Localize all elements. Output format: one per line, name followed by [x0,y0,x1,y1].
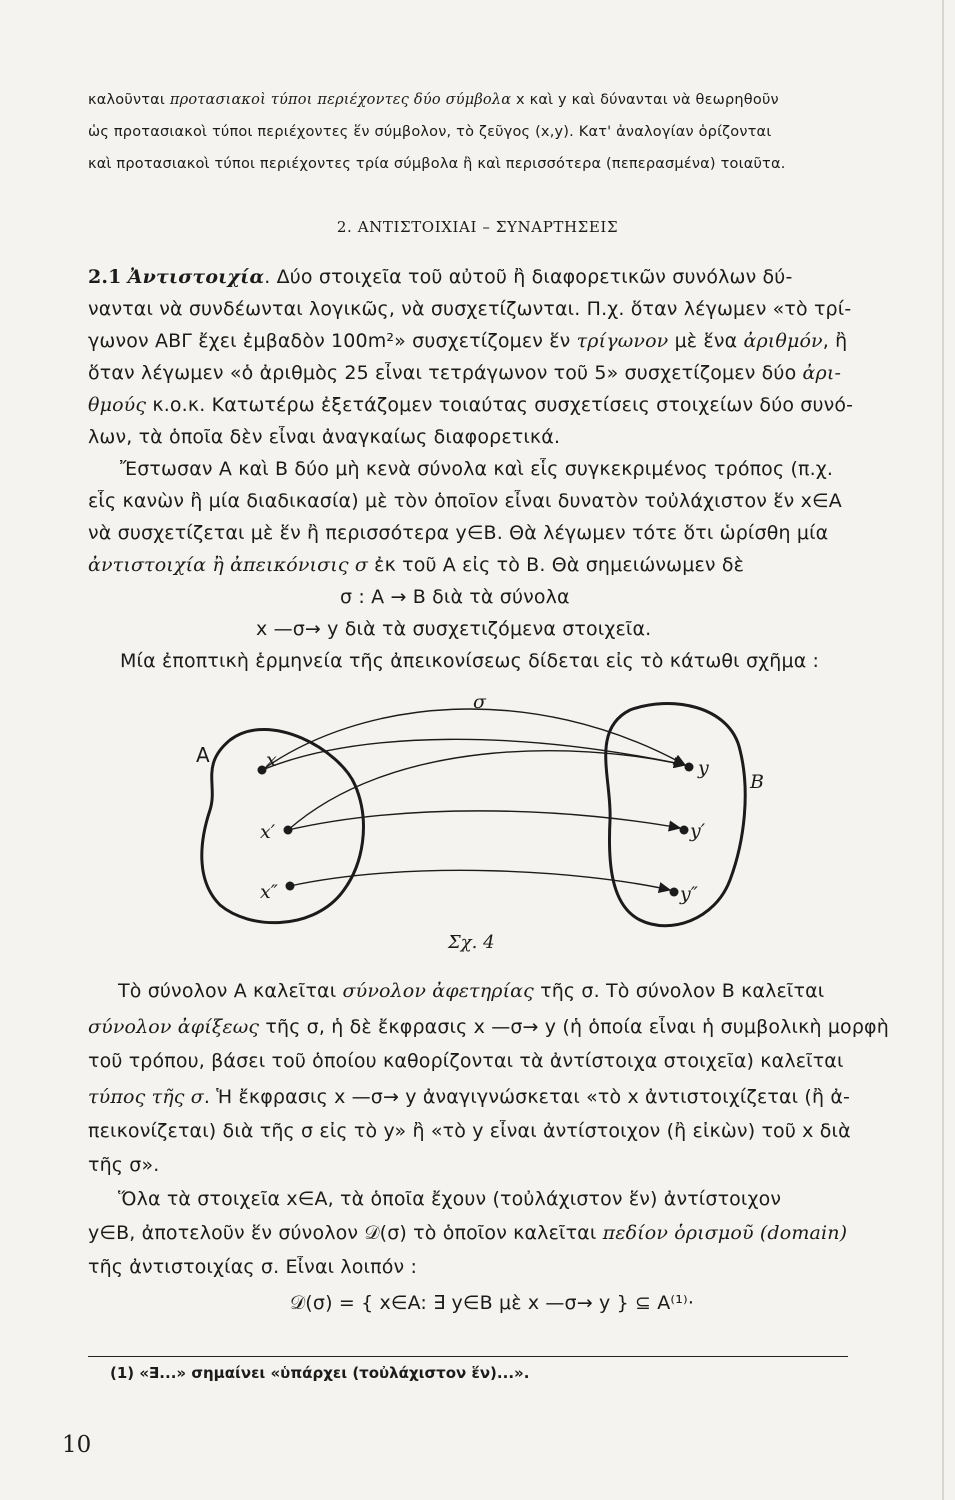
paragraph-3-line-1: Τὸ σύνολον Α καλεῖται σύνολον ἀφετηρίας τῆς σ. Τὸ σύνολον Β καλεῖται [118,980,825,1002]
section-2-1-line-5: θμούς κ.ο.κ. Κατωτέρω ἐξετάζομεν τοιαύτας συσχετίσεις στοιχείων δύο συνό- [88,394,854,416]
label-x1: x′ [260,821,276,843]
label-y2: y″ [680,883,698,905]
point-y [685,763,694,772]
paragraph-3-line-2: σύνολον ἀφίξεως τῆς σ, ἡ δὲ ἔκφρασις x —σ→ y (ἡ ὁποία εἶναι ἡ συμβολικὴ μορφὴ [88,1016,889,1038]
label-y1: y′ [690,820,706,842]
paragraph-3-line-3: τοῦ τρόπου, βάσει τοῦ ὁποίου καθορίζονται τὰ ἀντίστοιχα στοιχεῖα) καλεῖται [88,1050,844,1072]
label-y: y [698,757,709,779]
paragraph-4-line-2: y∈B, ἀποτελοῦν ἕν σύνολον 𝒟(σ) τὸ ὁποῖον καλεῖται πεδίον ὁρισμοῦ (domain) [88,1222,848,1244]
formula-elements: x —σ→ y διὰ τὰ συσχετιζόμενα στοιχεῖα. [256,618,652,640]
label-sigma: σ [473,691,486,713]
paragraph-3-line-6: τῆς σ». [88,1154,160,1176]
point-y2 [670,888,679,897]
paragraph-2-line-3: νὰ συσχετίζεται μὲ ἕν ἢ περισσότερα y∈B. Θὰ λέγωμεν τότε ὅτι ὡρίσθη μία [88,522,829,544]
point-y1 [680,826,689,835]
formula-sets: σ : Α → Β διὰ τὰ σύνολα [340,586,570,608]
paragraph-4-line-1: Ὅλα τὰ στοιχεῖα x∈A, τὰ ὁποῖα ἔχουν (τοὐλάχιστον ἕν) ἀντίστοιχον [118,1188,782,1210]
figure-caption: Σχ. 4 [448,932,495,953]
point-x2 [286,882,295,891]
paragraph-2-line-5: Μία ἐποπτικὴ ἑρμηνεία τῆς ἀπεικονίσεως δίδεται εἰς τὸ κάτωθι σχῆμα : [120,650,820,672]
arrow-x1-to-y1 [288,811,680,830]
arrow-x1-to-y [288,751,685,830]
label-set-a: A [196,743,210,767]
mapping-diagram [190,690,770,960]
footnote: (1) «∃...» σημαίνει «ὑπάρχει (τοὐλάχιστον ἕν)...». [110,1364,530,1382]
top-paragraph-line-1: καλοῦνται προτασιακοὶ τύποι περιέχοντες δύο σύμβολα x καὶ y καὶ δύνανται νὰ θεωρηθοῦν [88,92,779,108]
label-x2: x″ [260,881,278,903]
section-2-1-line-3: γωνον ΑΒΓ ἔχει ἐμβαδὸν 100m²» συσχετίζομεν ἕν τρίγωνον μὲ ἕνα ἀριθμόν, ἢ [88,330,848,352]
section-heading: 2. ΑΝΤΙΣΤΟΙΧΙΑΙ – ΣΥΝΑΡΤΗΣΕΙΣ [336,218,619,236]
set-a-blob [202,729,364,922]
domain-formula: 𝒟(σ) = { x∈A: ∃ y∈B μὲ x —σ→ y } ⊆ A⁽¹⁾· [290,1292,695,1314]
paragraph-3-line-4: τύπος τῆς σ. Ἡ ἔκφρασις x —σ→ y ἀναγιγνώσκεται «τὸ x ἀντιστοιχίζεται (ἢ ἀ- [88,1086,851,1108]
paragraph-2-line-2: εἷς κανὼν ἢ μία διαδικασία) μὲ τὸν ὁποῖον εἶναι δυνατὸν τοὐλάχιστον ἕν x∈A [88,490,842,512]
paragraph-2-line-1: Ἔστωσαν Α καὶ Β δύο μὴ κενὰ σύνολα καὶ εἷς συγκεκριμένος τρόπος (π.χ. [120,458,834,480]
paragraph-3-line-5: πεικονίζεται) διὰ τῆς σ εἰς τὸ y» ἢ «τὸ y εἶναι ἀντίστοιχον (ἢ εἰκὼν) τοῦ x διὰ [88,1120,851,1142]
section-2-1-line-4: ὅταν λέγωμεν «ὁ ἀριθμὸς 25 εἶναι τετράγωνον τοῦ 5» συσχετίζομεν δύο ἀρι- [88,362,842,384]
section-2-1-line-2: νανται νὰ συνδέωνται λογικῶς, νὰ συσχετίζωνται. Π.χ. ὅταν λέγωμεν «τὸ τρί- [88,298,852,320]
page-number: 10 [62,1432,92,1458]
section-2-1-line-1: 2.1 Ἀντιστοιχία. Δύο στοιχεῖα τοῦ αὐτοῦ ἢ διαφορετικῶν συνόλων δύ- [88,266,793,288]
paragraph-4-line-3: τῆς ἀντιστοιχίας σ. Εἶναι λοιπόν : [88,1256,418,1278]
footnote-rule [88,1356,848,1357]
label-x: x [266,749,277,771]
section-2-1-line-6: λων, τὰ ὁποῖα δὲν εἶναι ἀναγκαίως διαφορετικά. [88,426,561,448]
section-title: Ἀντιστοιχία [127,266,265,288]
top-paragraph-line-3: καὶ προτασιακοὶ τύποι περιέχοντες τρία σύμβολα ἢ καὶ περισσότερα (πεπερασμένα) τοιαῦτα. [88,156,786,172]
paragraph-2-line-4: ἀντιστοιχία ἢ ἀπεικόνισις σ ἐκ τοῦ Α εἰς τὸ Β. Θὰ σημειώνωμεν δὲ [88,554,745,576]
label-set-b: B [750,771,764,793]
top-paragraph-line-2: ὡς προτασιακοὶ τύποι περιέχοντες ἕν σύμβολον, τὸ ζεῦγος (x,y). Κατ' ἀναλογίαν ὁρίζονται [88,124,772,140]
point-x1 [284,826,293,835]
